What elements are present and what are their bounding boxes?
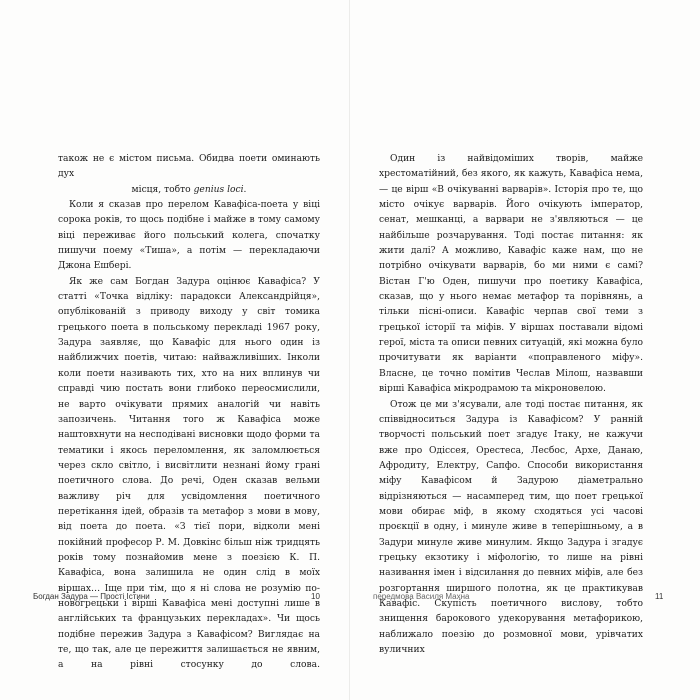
right-paragraph-1: Один із найвідоміших творів, майже хрестоматійний, без якого, як кажуть, Кавафіса нема, — це вірш «В очікуванні варварів». Історія про те, що місто очікує варварів. Його очікують імператор, сенат, мешканці, а варвари не з'являються — це найбільше розчарування. Тоді постає питання: як жити далі? А можливо, Кавафіс каже нам, що не потрібно очікувати варварів, бо ми ними є самі? Вістан Г'ю Оден, пишучи про поетику Кавафіса, сказав, що у нього немає метафор та порівнянь, а тільки пісні-описи. Кавафіс черпав свої теми з грецької історії та міфів. У віршах поставали відомі герої, міста та описи певних ситуацій, які можна було прочитувати як варіанти «поправленого міфу». Власне, це точно помітив Чеслав Мілош, назвавши вірші Кавафіса мікродрамою та мікроновелою. — [379, 154, 643, 395]
genius-loci-suffix: . — [243, 184, 247, 195]
right-paragraph-2: Отож це ми з'ясували, але тоді постає питання, як співвідноситься Задура із Кавафісом? У ранній творчості польський поет згадує Ітаку, не кажучи вже про Одіссея, Орестеса, Лесбос, Архе, Данаю, Афродиту, Електру, Сапфо. Способи використання міфу Кавафісом й Задурою діаметрально відрізняються — насамперед тим, що поет грецької мови обирає міф, в якому сходяться усі часові проєкції в одну, і минуле живе в теперішньому, а в Задури минуле живе минулим. Якщо Задура і згадує грецьку екзотику і міфологію, то лише на рівні називання імен і відсилання до певних міфів, але без розгортання ширшого полотна, як це практикував Кавафіс. Скупість поетичного вислову, тобто знищення барокового удекорування метафорикою, наближало поезію до розмовної мови, урівчатих вуличних — [379, 399, 643, 655]
left-footer-title: Богдан Задура — Прості Істини — [33, 592, 150, 601]
right-footer-title: передмова Василя Махна — [373, 592, 470, 601]
genius-loci-italic: genius loci — [193, 184, 244, 195]
left-genius-loci-line — [58, 183, 320, 198]
left-paragraph-3: Як же сам Богдан Задура оцінює Кавафіса? У статті «Точка відліку: парадокси Александрійця», опублікованій з приводу виходу у світ томика грецького поета в польському перекладі 1967 року, Задура заявляє, що Кавафіс для нього один із найближчих поетів, читаю: найважливіших. Інколи коли поети називають тих, хто на них вплинув чи справді чию постать вони глибоко переосмислили, не варто очікувати прямих аналогій чи навіть запозичень. Читання того ж Кавафіса може наштовхнути на несподівані висновки щодо форми та тематики і якось переломлення, як заломлюється через скло світло, і висвітлити незнані йому грані поетичного слова. До речі, Оден сказав вельми важливу річ для усвідомлення поетичного перетікання ідей, образів та метафор з мови в мову, від поета до поета. «З тієї пори, відколи мені покійний професор Р. М. Довкінс більш ніж тридцять років тому познайомив мене з поезією К. П. Кавафіса, вона залишила не один слід в моїх віршах… Іще при тім, що я ні слова не розумію по-новогрецьки і вірші Кавафіса мені доступні лише в англійських та французьких перекладах». Чи щось подібне пережив Задура з Кавафісом? Виглядає на те, що так, але це пережиття залишається не явним, а на рівні стосунку до слова. — [58, 276, 320, 671]
right-page — [350, 0, 700, 700]
right-page-number: 11 — [655, 592, 664, 601]
left-page-number: 10 — [311, 592, 320, 601]
genius-loci-prefix: місця, тобто — [131, 184, 191, 195]
right-page-text — [379, 152, 643, 658]
left-paragraph-2: Коли я сказав про перелом Кавафіса-поета у віці сорока років, то щось подібне і майже в тому самому віці переживає його польський колега, спочатку пишучи поему «Тиша», а потім — перекладаючи Джона Ешбері. — [58, 200, 320, 272]
left-paragraph-1: також не є містом письма. Обидва поети оминають дух — [58, 154, 320, 180]
